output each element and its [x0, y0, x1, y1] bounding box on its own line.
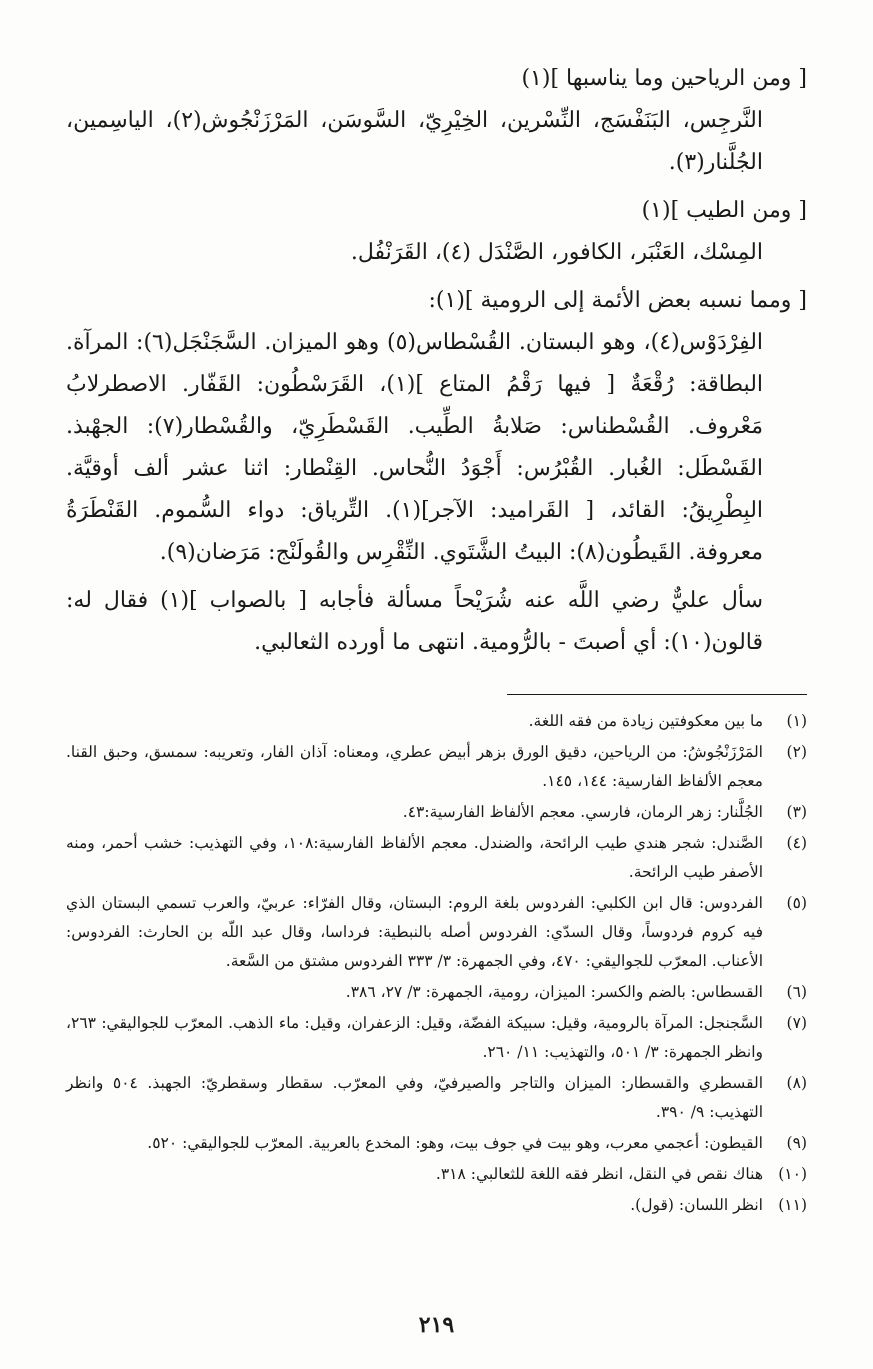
- paragraph-roman-words: الفِرْدَوْس(٤)، وهو البستان. القُسْطاس(٥) وهو الميزان. السَّجَنْجَل(٦): المرآة. البطاقة: رُقْعَةٌ [ فيها رَقْمُ المتاع ](١)، القَرَسْطُون: القَفّار. الاصطرلابُ مَعْروف. القُسْطناس: صَلابةُ الطِّيب. القَسْطَرِيّ، والقُسْطار(٧): الجهْبذ. القَسْطَل: الغُبار. القُبْرُس: أَجْوَدُ النُّحاس. القِنْطار: اثنا عشر ألف أوقيَّة. البِطْرِيقُ: القائد، [ القَراميد: الآجر](١). التِّرياق: دواء السُّموم. القَنْطَرَةُ معروفة. القَيطُون(٨): البيتُ الشَّتَوي. النِّقْرِس والقُولَنْج: مَرَضان(٩).: [66, 330, 764, 565]
- footnote-number: (٤): [786, 834, 807, 852]
- footnote-number: (١٠): [778, 1165, 807, 1183]
- footnote: [66, 1160, 807, 1189]
- footnote: [66, 1129, 807, 1158]
- footnote: [66, 1191, 807, 1220]
- paragraph-shurayh: سأل عليٌّ رضي اللَّه عنه شُرَيْحاً مسألة فأجابه [ بالصواب ](١) فقال له: قالون(١٠): أي أصبتَ - بالرُّومية. انتهى ما أورده الثعالبي.: [66, 588, 764, 655]
- heading-roman-words: [ ومما نسبه بعض الأئمة إلى الرومية ](١):: [428, 288, 807, 313]
- footnote-text: الصَّندل: شجر هندي طيب الرائحة، والضندل. معجم الألفاظ الفارسية:١٠٨، وفي التهذيب: خشب أحمر، ومنه الأصفر طيب الرائحة.: [66, 834, 763, 881]
- page-number: ٢١٩: [418, 1312, 455, 1338]
- paragraph-perfume-list: المِسْك، العَنْبَر، الكافور، الصَّنْدَل (٤)، القَرَنْفُل.: [350, 240, 763, 265]
- footnote-number: (٢): [786, 743, 807, 761]
- footnote-number: (٩): [786, 1134, 807, 1152]
- footnotes: [66, 707, 807, 1220]
- footnote-number: (٨): [786, 1074, 807, 1092]
- heading-perfume: [ ومن الطيب ](١): [641, 198, 807, 223]
- footnote-text: القيطون: أعجمي معرب، وهو بيت في جوف بيت، وهو: المخدع بالعربية. المعرّب للجواليقي: ٥٢٠.: [147, 1134, 763, 1152]
- footnote-text: الجُلَّنار: زهر الرمان، فارسي. معجم الألفاظ الفارسية:٤٣.: [402, 803, 763, 821]
- footnote-text: القسطري والقسطار: الميزان والتاجر والصيرفيّ، وفي المعرّب. سقطار وسقطريّ: الجهبذ. ٥٠٤ وانظر التهذيب: ٩/ ٣٩٠.: [66, 1074, 763, 1121]
- heading-plants: [ ومن الرياحين وما يناسبها ](١): [521, 66, 807, 91]
- footnote-number: (١): [786, 712, 807, 730]
- footnote-text: انظر اللسان: (قول).: [630, 1196, 763, 1214]
- footnote-text: المَرْزَنْجُوشُ: من الرياحين، دقيق الورق بزهر أبيض عطري، ومعناه: آذان الفار، وتعريبه: سمسق، وحبق القنا. معجم الألفاظ الفارسية: ١٤٤، ١٤٥.: [66, 743, 763, 790]
- footnote: [66, 1069, 807, 1127]
- footnote-text: الفردوس: قال ابن الكلبي: الفردوس بلغة الروم: البستان، وقال الفرّاء: عربيّ، والعرب تسمي البستان الذي فيه كروم فردوساً، وقال السدّي: الفردوس أصله بالنبطية: فرداسا، وقال عبد اللّه بن الحارث: الفردوس: الأعناب. المعرّب للجواليقي: ٤٧٠، وفي الجمهرة: ٣/ ٣٣٣ الفردوس مشتق من السَّعة.: [66, 894, 763, 970]
- footnote-number: (٣): [786, 803, 807, 821]
- footnote-text: القسطاس: بالضم والكسر: الميزان، رومية، الجمهرة: ٣/ ٢٧، ٣٨٦.: [345, 983, 763, 1001]
- footnote: [66, 738, 807, 796]
- footnote-number: (١١): [778, 1196, 807, 1214]
- footnote: [66, 798, 807, 827]
- footnote-text: السَّجنجل: المرآة بالرومية، وقيل: سبيكة الفضّة، وقيل: الزعفران، وقيل: ماء الذهب. المعرّب للجواليقي: ٢٦٣، وانظر الجمهرة: ٣/ ٥٠١، والتهذيب: ١١/ ٢٦٠.: [66, 1014, 763, 1061]
- footnote: [66, 889, 807, 976]
- footnote: [66, 978, 807, 1007]
- footnote-text: ما بين معكوفتين زيادة من فقه اللغة.: [528, 712, 763, 730]
- footnote: [66, 829, 807, 887]
- main-text: [66, 58, 807, 664]
- footnote-number: (٥): [786, 894, 807, 912]
- footnote: [66, 1009, 807, 1067]
- paragraph-plants-list: النَّرجِس، البَنَفْسَج، النِّسْرين، الخِيْرِيّ، السَّوسَن، المَرْزَنْجُوش(٢)، الياسِمين، الجُلَّنار(٣).: [66, 108, 763, 175]
- footnote-text: هناك نقص في النقل، انظر فقه اللغة للثعالبي: ٣١٨.: [435, 1165, 763, 1183]
- footnote: [66, 707, 807, 736]
- footnote-number: (٦): [786, 983, 807, 1001]
- footnote-number: (٧): [786, 1014, 807, 1032]
- footnote-divider: [507, 694, 807, 695]
